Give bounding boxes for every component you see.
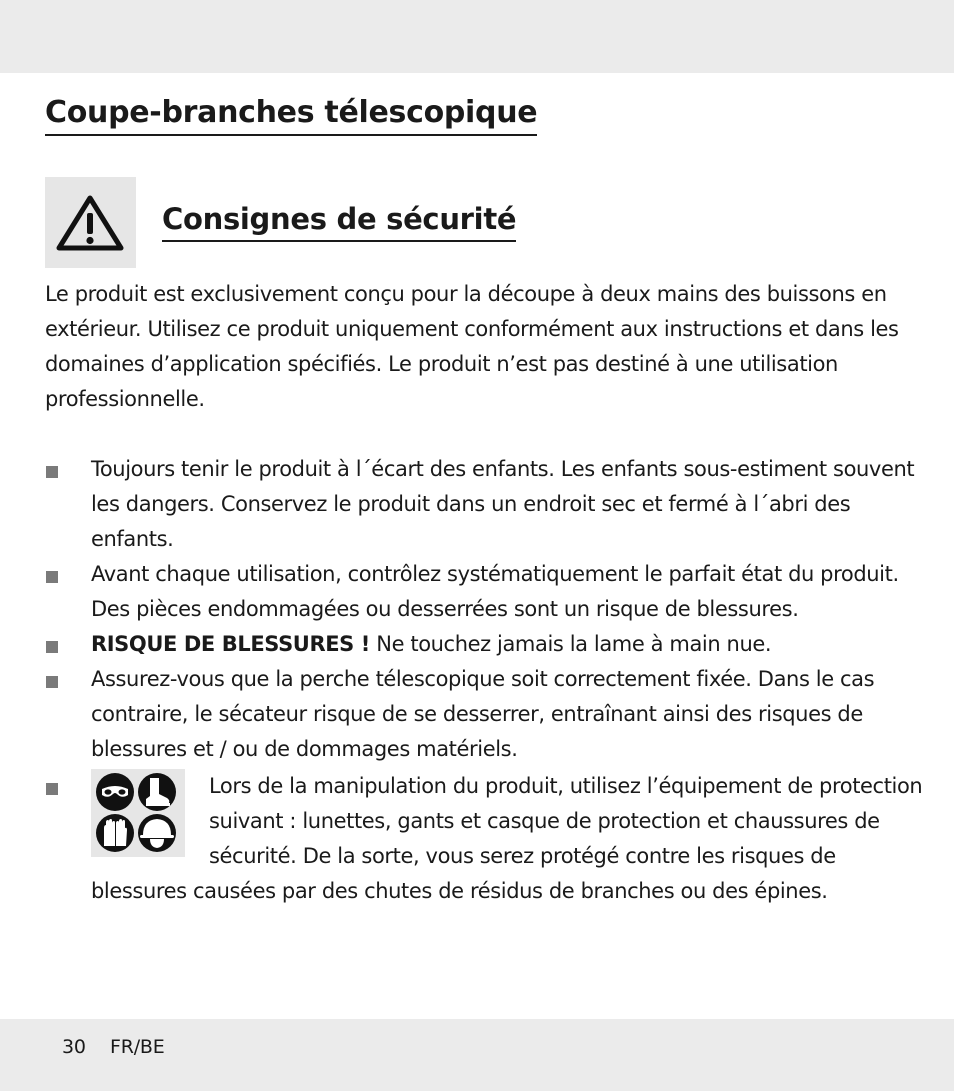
list-item — [45, 769, 925, 909]
bullet-square-icon — [46, 571, 58, 583]
bullet-square-icon — [46, 676, 58, 688]
warning-lead: RISQUE DE BLESSURES ! — [91, 632, 370, 656]
bullet-square-icon — [46, 466, 58, 478]
bullet-square-icon — [46, 783, 58, 795]
bullet-square-icon — [46, 641, 58, 653]
document-title: Coupe-branches télescopique — [45, 94, 537, 136]
safety-list — [45, 452, 925, 909]
section-title: Consignes de sécurité — [162, 200, 516, 242]
warning-triangle-icon — [56, 195, 124, 251]
intro-paragraph: Le produit est exclusivement conçu pour la découpe à deux mains des buissons en extérieur. Utilisez ce produit uniquement conformément aux instructions et dans les domaines d’application spécifiés. Le produit n’est pas destiné à une utilisation professionnelle. — [45, 282, 899, 411]
warning-box — [45, 177, 136, 268]
list-item — [45, 557, 925, 627]
list-item-text: Ne touchez jamais la lame à main nue. — [369, 632, 772, 656]
list-item-text: Assurez-vous que la perche télescopique soit correctement fixée. Dans le cas contraire, le sécateur risque de se desserrer, entraînant ainsi des risques de blessures et / ou de dommages matériels. — [91, 667, 875, 761]
safety-boots-icon — [138, 773, 176, 811]
list-item — [45, 452, 925, 557]
page-number: 30 — [62, 1036, 86, 1058]
list-item-text: Avant chaque utilisation, contrôlez systématiquement le parfait état du produit. Des pièces endommagées ou desserrées sont un risque de blessures. — [91, 562, 899, 621]
list-item — [45, 662, 925, 767]
language-code: FR/BE — [110, 1036, 165, 1058]
list-item-text: Toujours tenir le produit à l´écart des enfants. Les enfants sous-estiment souvent les dangers. Conservez le produit dans un endroit sec et fermé à l´abri des enfants. — [91, 457, 915, 551]
header-band — [0, 0, 954, 73]
safety-goggles-icon — [96, 773, 134, 811]
list-item-text: Lors de la manipulation du produit, utilisez l’équipement de protection suivant : lunettes, gants et casque de protection et chaussures de sécurité. De la sorte, vous serez protégé contre les risques de blessures causées par des chutes de résidus de branches ou des épines. — [91, 774, 923, 903]
ppe-pictograms — [91, 769, 185, 857]
protective-gloves-icon — [96, 814, 134, 852]
list-item — [45, 627, 925, 662]
hard-hat-icon — [138, 814, 176, 852]
